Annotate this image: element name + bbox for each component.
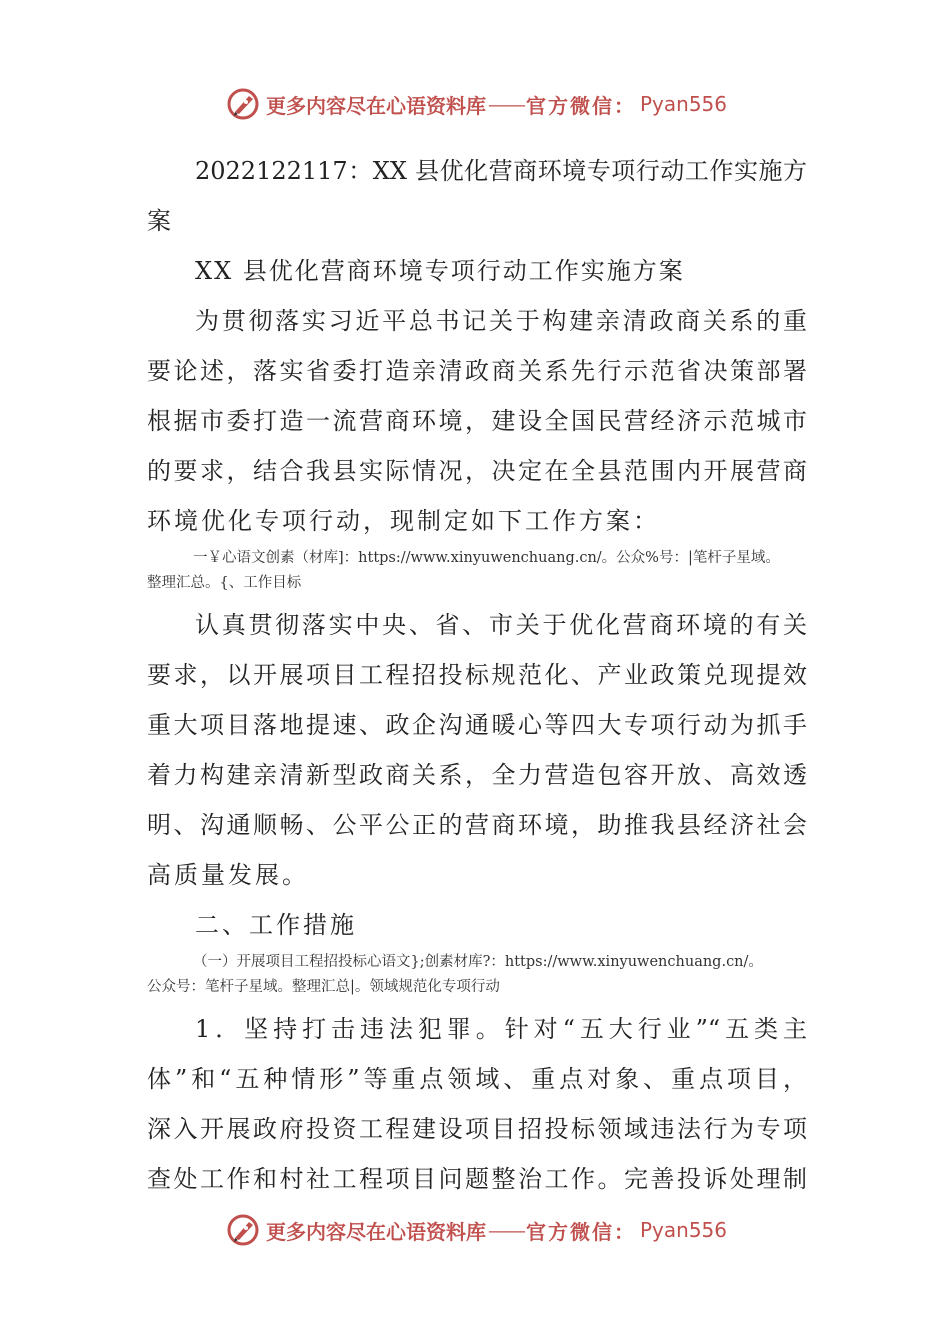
measure-line: 深入开展政府投资工程建设项目招投标领域违法行为专项 [147, 1115, 807, 1143]
measure-line: 查处工作和村社工程项目问题整治工作。完善投诉处理制 [147, 1165, 807, 1193]
banner-wechat-id: Pyan556 [640, 92, 728, 116]
header-banner [226, 84, 727, 124]
section-heading: 二、工作措施 [195, 911, 357, 939]
goal-line: 高质量发展。 [147, 861, 309, 889]
doc-title-line-1: 2022122117：XX 县优化营商环境专项行动工作实施方 [195, 157, 807, 185]
doc-subtitle: XX 县优化营商环境专项行动工作实施方案 [195, 257, 685, 285]
banner-wechat-id: Pyan556 [640, 1218, 728, 1242]
source-note-line: 整理汇总。{、工作目标 [147, 575, 302, 591]
pen-circle-logo-icon [226, 1213, 260, 1247]
source-note-line: 公众号：笔杆子星域。整理汇总|。领域规范化专项行动 [147, 979, 500, 995]
goal-line: 明、沟通顺畅、公平公正的营商环境，助推我县经济社会 [147, 811, 807, 839]
source-note-line: 一￥心语文创素（材库]：https://www.xinyuwenchuang.cn/。公众%号：|笔杆子星域。 [193, 550, 780, 566]
source-note-line: （一）开展项目工程招投标心语文};创素材库?：https://www.xinyuwenchuang.cn/。 [193, 954, 763, 970]
measure-line: 1．坚持打击违法犯罪。针对“五大行业”“五类主 [195, 1015, 807, 1043]
banner-slogan: 更多内容尽在心语资料库 [266, 93, 486, 118]
document-body [147, 146, 807, 1204]
footer-banner [226, 1210, 727, 1250]
banner-dash: —— [488, 1218, 524, 1242]
goal-line: 要求，以开展项目工程招投标规范化、产业政策兑现提效 [147, 661, 807, 689]
intro-line: 为贯彻落实习近平总书记关于构建亲清政商关系的重 [195, 307, 807, 335]
goal-line: 着力构建亲清新型政商关系，全力营造包容开放、高效透 [147, 761, 807, 789]
intro-line: 要论述，落实省委打造亲清政商关系先行示范省决策部署 [147, 357, 807, 385]
goal-line: 认真贯彻落实中央、省、市关于优化营商环境的有关 [195, 611, 807, 639]
intro-line: 的要求，结合我县实际情况，决定在全县范围内开展营商 [147, 457, 807, 485]
banner-slogan: 更多内容尽在心语资料库 [266, 1219, 486, 1244]
goal-line: 重大项目落地提速、政企沟通暖心等四大专项行动为抓手 [147, 711, 807, 739]
intro-line: 环境优化专项行动，现制定如下工作方案： [147, 507, 660, 535]
banner-dash: —— [488, 92, 524, 116]
measure-line: 体”和“五种情形”等重点领域、重点对象、重点项目， [147, 1065, 807, 1093]
intro-line: 根据市委打造一流营商环境，建设全国民营经济示范城市 [147, 407, 807, 435]
doc-title-line-2: 案 [147, 207, 174, 235]
banner-wechat-label: 官方微信： [526, 1219, 636, 1244]
banner-wechat-label: 官方微信： [526, 93, 636, 118]
pen-circle-logo-icon [226, 87, 260, 121]
